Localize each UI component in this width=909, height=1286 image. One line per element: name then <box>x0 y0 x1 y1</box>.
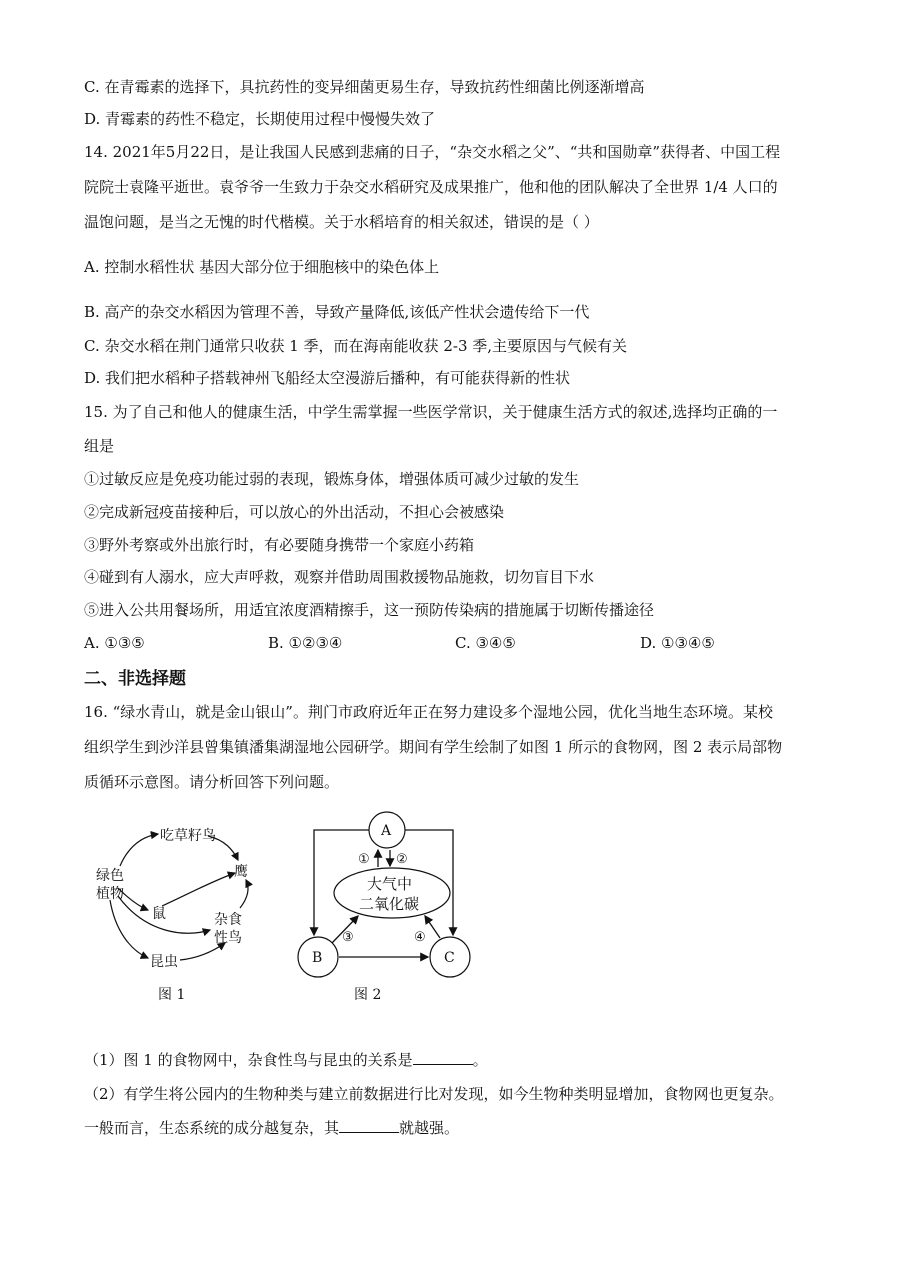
node-co2-line1: 大气中 <box>367 875 413 893</box>
section-title: 二、非选择题 <box>84 669 186 689</box>
figure-2-material-cycle <box>290 810 490 1010</box>
label-4: ④ <box>414 930 426 945</box>
node-c-label: C <box>444 950 455 966</box>
node-plant-line2: 植物 <box>96 886 124 902</box>
q15-option-d: D. ①③④⑤ <box>640 634 715 652</box>
q15-statement-4: ④碰到有人溺水，应大声呼救，观察并借助周围救援物品施救，切勿盲目下水 <box>84 568 595 586</box>
q16-stem-line1: 16. “绿水青山，就是金山银山”。荆门市政府近年正在努力建设多个湿地公园，优化当地生态环境。某校 <box>84 703 773 721</box>
figure-1-food-web <box>90 818 290 1008</box>
answer-blank-1[interactable] <box>413 1050 473 1065</box>
node-co2-line2: 二氧化碳 <box>359 895 420 913</box>
arrow-mouse-to-eagle <box>162 873 235 906</box>
node-a-label: A <box>381 823 392 839</box>
q15-statement-3: ③野外考察或外出旅行时，有必要随身携带一个家庭小药箱 <box>84 536 475 554</box>
figure-2-caption: 图 2 <box>354 987 382 1003</box>
q14-option-b: B. 高产的杂交水稻因为管理不善，导致产量降低,该低产性状会遗传给下一代 <box>84 303 590 321</box>
q14-option-a: A. 控制水稻性状 基因大部分位于细胞核中的染色体上 <box>84 258 440 276</box>
node-plant-line1: 绿色 <box>96 868 124 884</box>
node-eagle: 鹰 <box>234 864 248 880</box>
q16-stem-line2: 组织学生到沙洋县曾集镇潘集湖湿地公园研学。期间有学生绘制了如图 1 所示的食物网，图 2 表示局部物 <box>84 738 783 756</box>
label-2: ② <box>396 852 408 867</box>
label-3: ③ <box>342 930 354 945</box>
arrow-plant-to-seedbird <box>120 834 158 866</box>
q15-option-c: C. ③④⑤ <box>455 634 516 652</box>
q15-statement-2: ②完成新冠疫苗接种后，可以放心的外出活动，不担心会被感染 <box>84 503 505 521</box>
q15-statement-1: ①过敏反应是免疫功能过弱的表现，锻炼身体，增强体质可减少过敏的发生 <box>84 470 580 488</box>
q15-option-a: A. ①③⑤ <box>84 634 145 652</box>
answer-blank-2[interactable] <box>339 1118 399 1133</box>
q14-stem-line3: 温饱问题，是当之无愧的时代楷模。关于水稻培育的相关叙述，错误的是（ ） <box>84 213 599 231</box>
arrow-omnibird-to-eagle <box>240 880 248 908</box>
q15-statement-5: ⑤进入公共用餐场所，用适宜浓度酒精擦手，这一预防传染病的措施属于切断传播途径 <box>84 601 655 619</box>
q16-stem-line3: 质循环示意图。请分析回答下列问题。 <box>84 773 340 791</box>
q13-option-c: C. 在青霉素的选择下，具抗药性的变异细菌更易生存，导致抗药性细菌比例逐渐增高 <box>84 78 645 96</box>
q14-stem-line2: 院院士袁隆平逝世。袁爷爷一生致力于杂交水稻研究及成果推广，他和他的团队解决了全世界 1/4 人口的 <box>84 178 778 196</box>
q15-option-b: B. ①②③④ <box>268 634 343 652</box>
node-mouse: 鼠 <box>152 906 166 922</box>
node-insect: 昆虫 <box>150 954 178 970</box>
node-omni-bird-line1: 杂食 <box>214 912 242 928</box>
node-seed-bird: 吃草籽鸟 <box>160 828 216 844</box>
node-omni-bird-line2: 性鸟 <box>214 930 242 946</box>
q13-option-d: D. 青霉素的药性不稳定，长期使用过程中慢慢失效了 <box>84 110 436 128</box>
q16-subquestion-1: （1）图 1 的食物网中，杂食性鸟与昆虫的关系是 。 <box>84 1051 488 1069</box>
figure-1-caption: 图 1 <box>158 987 186 1003</box>
q14-option-d: D. 我们把水稻种子搭载神州飞船经太空漫游后播种，有可能获得新的性状 <box>84 369 571 387</box>
q14-option-c: C. 杂交水稻在荆门通常只收获 1 季，而在海南能收获 2-3 季,主要原因与气候有关 <box>84 337 628 355</box>
node-b-label: B <box>312 950 323 966</box>
label-1: ① <box>358 852 370 867</box>
q15-stem-line1: 15. 为了自己和他人的健康生活，中学生需掌握一些医学常识，关于健康生活方式的叙述,选择均正确的一 <box>84 403 778 421</box>
q14-stem-line1: 14. 2021年5月22日，是让我国人民感到悲痛的日子，“杂交水稻之父”、“共和国勋章”获得者、中国工程 <box>84 143 781 161</box>
q16-subquestion-2-line1: （2）有学生将公园内的生物种类与建立前数据进行比对发现，如今生物种类明显增加，食物网也更复杂。 <box>84 1085 784 1103</box>
q15-stem-line2: 组是 <box>84 437 115 455</box>
q16-subquestion-2-line2: 一般而言，生态系统的成分越复杂，其 就越强。 <box>84 1119 460 1137</box>
arrow-4-c-to-co2 <box>425 916 440 938</box>
